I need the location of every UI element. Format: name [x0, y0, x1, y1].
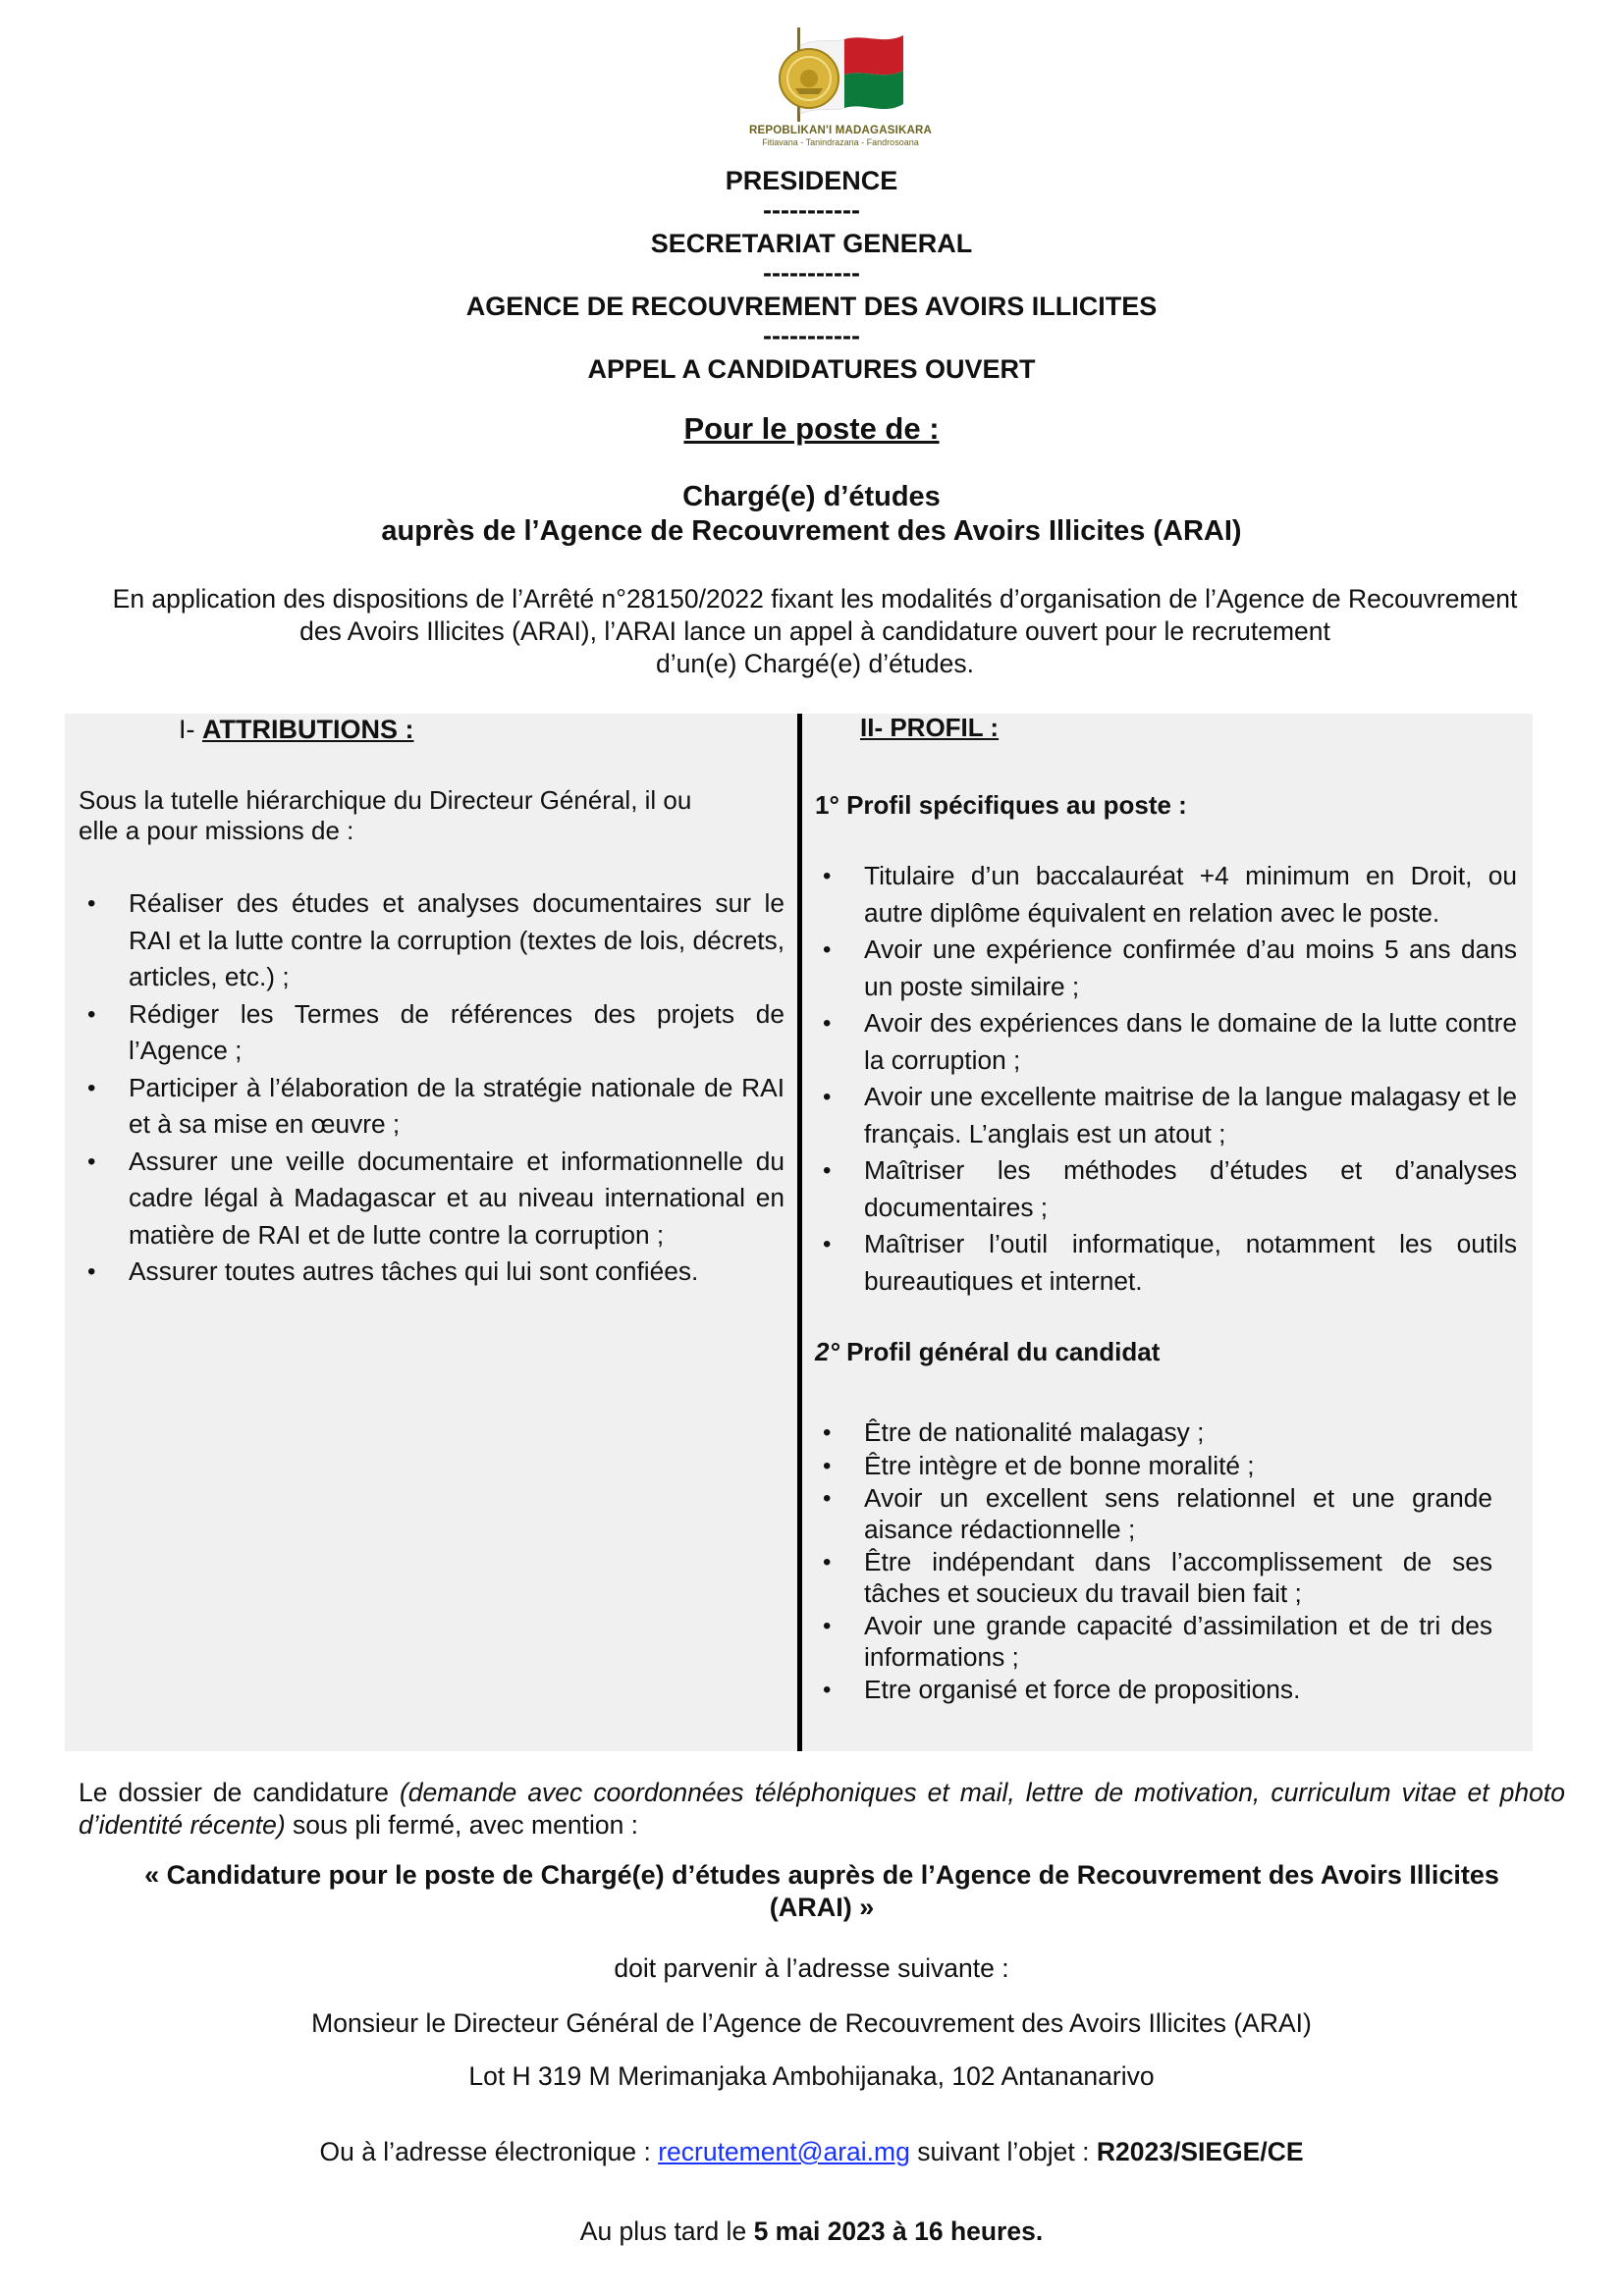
list-item: • Avoir des expériences dans le domaine de la lutte contre la corruption ; [864, 1005, 1517, 1079]
list-item: • Assurer toutes autres tâches qui lui sont confiées. [129, 1254, 784, 1291]
email-line [0, 2137, 1623, 2167]
logo-motto: Fitiavana - Tanindrazana - Fandrosoana [762, 137, 919, 147]
specific-profile-list [864, 858, 1517, 1300]
general-profile-number: 2° [815, 1337, 839, 1366]
dossier-paragraph [79, 1777, 1565, 1842]
dossier-text: Le dossier de candidature [79, 1778, 400, 1807]
attributions-heading [179, 715, 413, 745]
application-mention: « Candidature pour le poste de Chargé(e) d’études auprès de l’Agence de Recouvrement des Avoirs Illicites (ARAI) » [144, 1860, 1499, 1922]
postal-address: Lot H 319 M Merimanjaka Ambohijanaka, 102 Antananarivo [468, 2061, 1155, 2091]
intro-line: En application des dispositions de l’Arrêté n°28150/2022 fixant les modalités d’organisation de l’Agence de Recouvrement [112, 584, 1518, 614]
column-divider [797, 714, 802, 1751]
header-call-title: APPEL A CANDIDATURES OUVERT [587, 354, 1036, 384]
addressee: Monsieur le Directeur Général de l’Agence de Recouvrement des Avoirs Illicites (ARAI) [311, 2008, 1312, 2038]
job-title: Chargé(e) d’études [682, 481, 941, 512]
intro-line: des Avoirs Illicites (ARAI), l’ARAI lance un appel à candidature ouvert pour le recrutement [299, 616, 1330, 646]
attributions-title: ATTRIBUTIONS : [202, 715, 414, 744]
general-profile-title: Profil général du candidat [839, 1337, 1161, 1366]
list-item: • Titulaire d’un baccalauréat +4 minimum en Droit, ou autre diplôme équivalent en relation avec le poste. [864, 858, 1517, 932]
attributions-list [129, 885, 784, 1291]
dossier-text: sous pli fermé, avec mention : [285, 1810, 639, 1840]
post-subtitle: Pour le poste de : [683, 411, 940, 446]
list-item: • Maîtriser les méthodes d’études et d’analyses documentaires ; [864, 1152, 1517, 1226]
job-agency: auprès de l’Agence de Recouvrement des Avoirs Illicites (ARAI) [381, 515, 1242, 547]
deadline-prefix: Au plus tard le [579, 2216, 754, 2246]
profil-heading: II- PROFIL : [860, 713, 1000, 742]
header-agency: AGENCE DE RECOUVREMENT DES AVOIRS ILLICITES [465, 292, 1158, 321]
list-item: • Avoir une excellente maitrise de la langue malagasy et le français. L’anglais est un atout ; [864, 1079, 1517, 1152]
list-item: • Être indépendant dans l’accomplissement de ses tâches et soucieux du travail bien fait ; [864, 1547, 1492, 1609]
specific-profile-heading: 1° Profil spécifiques au poste : [815, 790, 1187, 820]
logo-text-republic: REPOBLIKAN'I MADAGASIKARA [749, 125, 932, 136]
email-prefix: Ou à l’adresse électronique : [319, 2137, 659, 2166]
dossier-contents: (demande avec coordonnées téléphoniques et mail, lettre de motivation, curriculum vitae et photo d’identité récente) [79, 1778, 1565, 1840]
general-profile-heading [815, 1337, 1160, 1367]
object-prefix: suivant l’objet : [909, 2137, 1097, 2166]
list-item: • Être de nationalité malagasy ; [864, 1417, 1492, 1449]
list-item: • Être intègre et de bonne moralité ; [864, 1451, 1492, 1482]
list-item: • Participer à l’élaboration de la stratégie nationale de RAI et à sa mise en œuvre ; [129, 1070, 784, 1144]
list-item: • Etre organisé et force de propositions. [864, 1675, 1492, 1706]
intro-paragraph [69, 583, 1561, 680]
list-item: • Avoir une grande capacité d’assimilation et de tri des informations ; [864, 1611, 1492, 1673]
list-item: • Rédiger les Termes de références des projets de l’Agence ; [129, 996, 784, 1070]
email-link[interactable]: recrutement@arai.mg [658, 2137, 910, 2166]
header-separator: ----------- [763, 258, 860, 288]
header-separator: ----------- [763, 195, 860, 225]
list-item: • Réaliser des études et analyses documentaires sur le RAI et la lutte contre la corruption (textes de lois, décrets, articles, etc.) ; [129, 885, 784, 996]
header-separator: ----------- [763, 321, 860, 350]
lead-line: elle a pour missions de : [79, 816, 354, 845]
madagascar-flag-seal-icon [727, 24, 954, 126]
header-secretariat: SECRETARIAT GENERAL [650, 229, 973, 258]
attributions-lead [79, 785, 746, 846]
list-item: • Maîtriser l’outil informatique, notamment les outils bureautiques et internet. [864, 1226, 1517, 1300]
address-intro: doit parvenir à l’adresse suivante : [614, 1953, 1009, 1983]
attributions-prefix: I- [179, 715, 202, 744]
general-profile-list [864, 1417, 1492, 1708]
list-item: • Assurer une veille documentaire et informationnelle du cadre légal à Madagascar et au niveau international en matière de RAI et de lutte contre la corruption ; [129, 1144, 784, 1255]
deadline-line [0, 2216, 1623, 2247]
intro-line: d’un(e) Chargé(e) d’études. [655, 649, 975, 678]
deadline-date: 5 mai 2023 à 16 heures. [753, 2216, 1044, 2246]
header-presidence: PRESIDENCE [725, 166, 898, 195]
object-reference: R2023/SIEGE/CE [1096, 2137, 1304, 2166]
republic-logo [727, 24, 954, 145]
list-item: • Avoir une expérience confirmée d’au moins 5 ans dans un poste similaire ; [864, 932, 1517, 1005]
list-item: • Avoir un excellent sens relationnel et une grande aisance rédactionnelle ; [864, 1483, 1492, 1545]
lead-line: Sous la tutelle hiérarchique du Directeur Général, il ou [79, 785, 692, 815]
